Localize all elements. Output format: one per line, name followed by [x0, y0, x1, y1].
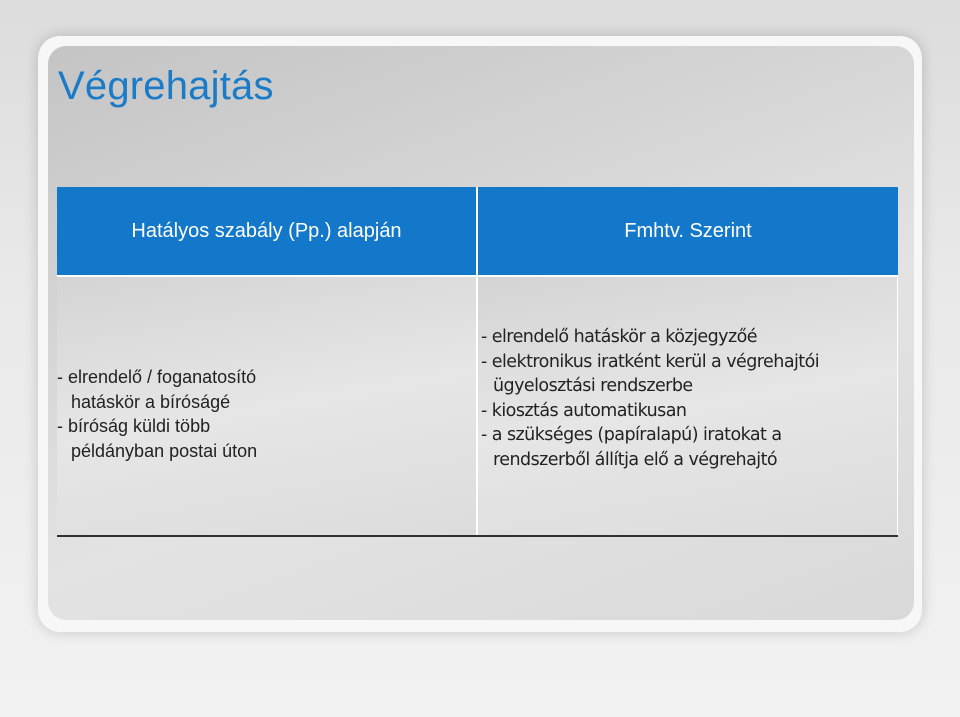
table-bottom-border — [57, 535, 898, 537]
fmhtv-line: rendszerből állítja elő a végrehajtó — [493, 449, 778, 470]
current-rule-text — [57, 365, 476, 463]
comparison-table — [57, 187, 898, 537]
fmhtv-line: - elrendelő hatáskör a közjegyzőé — [481, 327, 757, 347]
header-cell-fmhtv — [478, 187, 898, 275]
header-label-fmhtv: Fmhtv. Szerint — [624, 219, 752, 242]
current-rule-line: hatáskör a bíróságé — [71, 391, 231, 412]
current-rule-line: - elrendelő / foganatosító — [57, 367, 257, 387]
fmhtv-text — [481, 325, 896, 472]
header-cell-current-rule — [57, 187, 476, 275]
fmhtv-line: ügyelosztási rendszerbe — [493, 376, 693, 396]
fmhtv-line: - a szükséges (papíralapú) iratokat a — [481, 425, 782, 445]
slide-title: Végrehajtás — [58, 64, 274, 108]
fmhtv-line: - elektronikus iratként kerül a végrehajtói — [481, 351, 820, 372]
fmhtv-line: - kiosztás automatikusan — [481, 400, 687, 421]
header-label-current-rule: Hatályos szabály (Pp.) alapján — [131, 219, 402, 242]
current-rule-line: példányban postai úton — [71, 440, 258, 461]
current-rule-line: - bíróság küldi több — [57, 416, 211, 436]
